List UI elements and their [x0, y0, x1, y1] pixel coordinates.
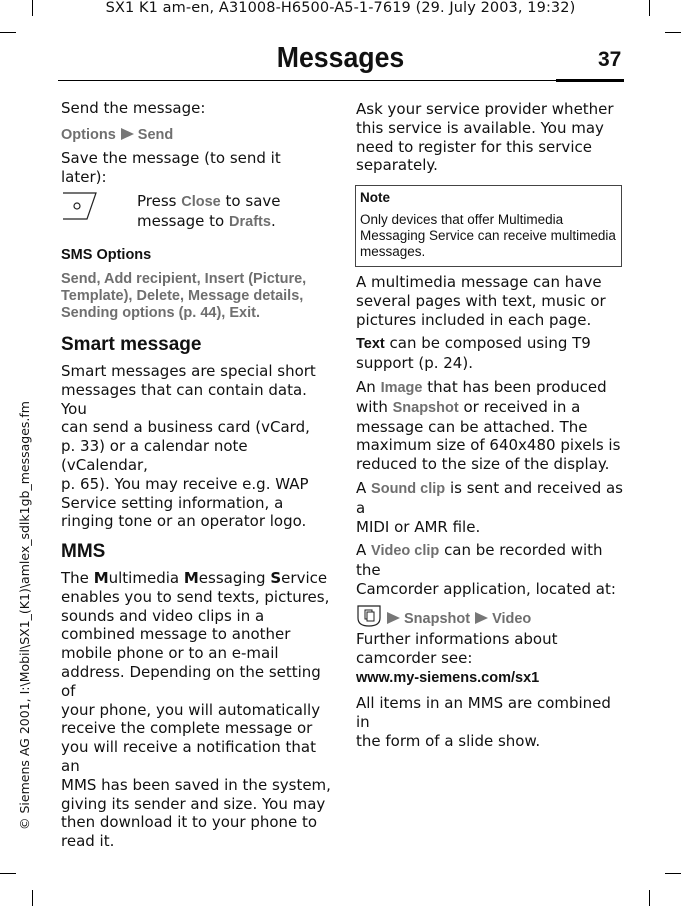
- text-keyword: Text: [356, 336, 385, 353]
- crop-mark: [0, 873, 16, 874]
- note-title: Note: [360, 190, 390, 205]
- send-intro: Send the message:: [61, 99, 206, 117]
- menu-video: Video: [492, 610, 532, 627]
- sound-paragraph: A Sound clip is sent and received as a MIDI or AMR file.: [356, 478, 623, 536]
- document-reference: SX1 K1 am-en, A31008-H6500-A5-1-7619 (29. July 2003, 19:32): [105, 0, 576, 16]
- sms-options-heading: SMS Options: [61, 247, 152, 264]
- note-box: [355, 185, 622, 267]
- smart-message-text: Smart messages are special short messages that can contain data. You can send a business card (vCard, p. 33) or a calendar note (vCalendar, p. 65). You may receive e.g. WAP Service setting information, a ringing tone or an operator logo.: [61, 361, 316, 531]
- video-path: [356, 604, 626, 626]
- crop-mark: [0, 32, 16, 33]
- send-path: [61, 127, 331, 144]
- website-link[interactable]: www.my-siemens.com/sx1: [356, 670, 540, 687]
- softkey-icon: [62, 191, 98, 221]
- save-text: Press Close to save message to Drafts.: [137, 192, 281, 231]
- side-copyright: © Siemens AG 2001, I:\Mobil\SX1_(K1)\amlex_sdlk1gb_messages.fm: [17, 401, 32, 830]
- drafts-folder-label: Drafts: [229, 214, 271, 231]
- image-keyword: Image: [380, 379, 423, 396]
- title-rule: [58, 80, 624, 81]
- video-clip-keyword: Video clip: [371, 543, 440, 560]
- crop-mark: [665, 32, 681, 33]
- video-paragraph: A Video clip can be recorded with the Camcorder application, located at:: [356, 541, 616, 598]
- arrow-icon: [475, 612, 488, 624]
- right-column-bottom: [356, 273, 626, 751]
- snapshot-keyword: Snapshot: [392, 399, 459, 416]
- close-softkey-label: Close: [181, 194, 221, 211]
- availability-text: Ask your service provider whether this service is available. You may need to register for this service separately.: [356, 100, 614, 175]
- save-instruction: [61, 192, 331, 234]
- slide-show-text: All items in an MMS are combined in the form of a slide show.: [356, 694, 611, 750]
- menu-snapshot: Snapshot: [404, 610, 471, 627]
- crop-mark: [32, 890, 33, 906]
- menu-options: Options: [61, 126, 116, 143]
- right-column-top: [356, 100, 626, 175]
- sms-options-list: Send, Add recipient, Insert (Picture, Template), Delete, Message details, Sending options (p. 44), Exit.: [61, 271, 307, 322]
- pages-text: A multimedia message can have several pages with text, music or pictures included in each page.: [356, 273, 606, 329]
- note-text: Only devices that offer Multimedia Messaging Service can receive multimedia messages.: [360, 212, 616, 259]
- left-column: [61, 99, 331, 851]
- crop-mark: [665, 873, 681, 874]
- further-info: Further informations about camcorder see:: [356, 629, 558, 667]
- menu-send: Send: [137, 126, 174, 143]
- arrow-icon: [121, 128, 134, 140]
- smart-message-heading: Smart message: [61, 334, 202, 356]
- page-number-rule: [556, 79, 624, 82]
- image-paragraph: An Image that has been produced with Snapshot or received in a message can be attached. The maximum size of 640x480 pixels is reduced to the size of the display.: [356, 377, 621, 474]
- page-number: 37: [598, 48, 622, 71]
- page-title: Messages: [276, 42, 405, 74]
- crop-mark: [649, 890, 650, 906]
- menu-key-icon: [356, 604, 382, 628]
- arrow-icon: [387, 612, 400, 624]
- save-intro: Save the message (to send it later):: [61, 148, 281, 186]
- mms-heading: MMS: [61, 541, 106, 563]
- sound-clip-keyword: Sound clip: [371, 480, 446, 497]
- mms-text: The Multimedia Messaging Service enables you to send texts, pictures, sounds and video clips in a combined message to another mobile phone or to an e-mail address. Depending on the setting of your phone, you will automatically receive the complete message or you will receive a notification that an MMS has been saved in the system, giving its sender and size. You may then download it to your phone to read it.: [61, 568, 331, 851]
- text-paragraph: Text can be composed using T9 support (p. 24).: [356, 334, 591, 373]
